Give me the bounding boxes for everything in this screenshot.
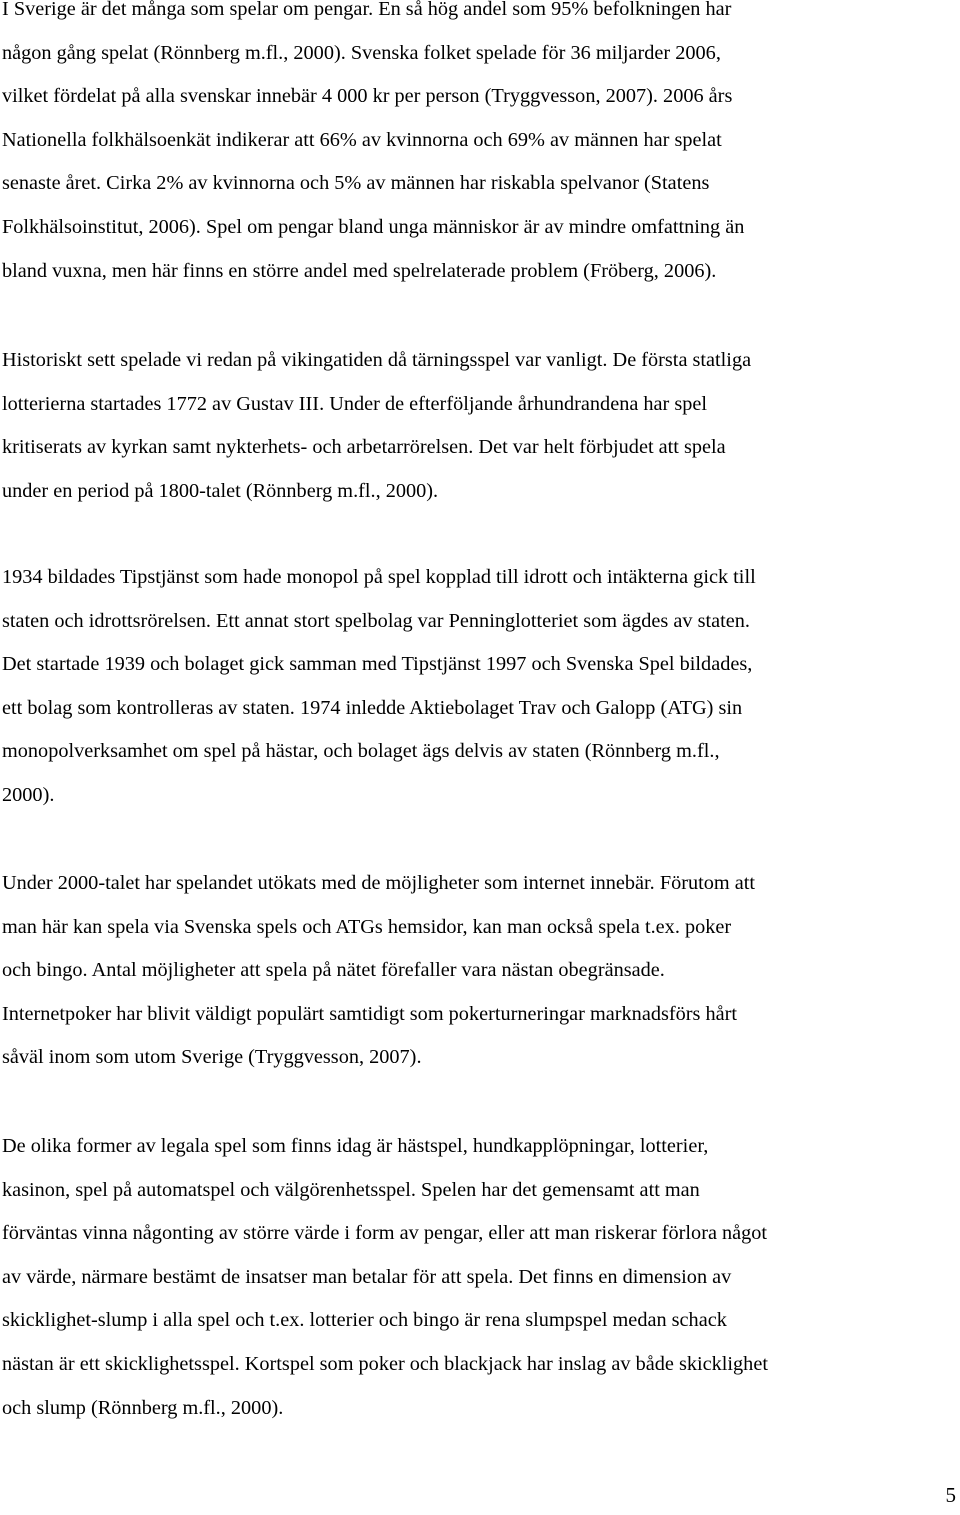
text-line: och slump (Rönnberg m.fl., 2000).	[2, 1396, 284, 1419]
text-line: Historiskt sett spelade vi redan på vikingatiden då tärningsspel var vanligt. De första statliga	[2, 349, 752, 371]
text-line: 2000).	[2, 783, 55, 806]
page-number: 5	[945, 1483, 956, 1507]
text-line: staten och idrottsrörelsen. Ett annat stort spelbolag var Penninglotteriet som ägdes av staten.	[2, 609, 750, 632]
text-line: under en period på 1800-talet (Rönnberg m.fl., 2000).	[2, 479, 439, 502]
text-line: Under 2000-talet har spelandet utökats med de möjligheter som internet innebär. Förutom att	[2, 872, 756, 894]
text-line: såväl inom som utom Sverige (Tryggvesson, 2007).	[2, 1046, 422, 1069]
text-line: vilket fördelat på alla svenskar innebär 4 000 kr per person (Tryggvesson, 2007). 2006 års	[2, 85, 733, 108]
text-line: Folkhälsoinstitut, 2006). Spel om pengar bland unga människor är av mindre omfattning än	[2, 215, 745, 238]
text-line: lotterierna startades 1772 av Gustav III. Under de efterföljande århundrandena har spel	[2, 392, 708, 415]
text-line: någon gång spelat (Rönnberg m.fl., 2000). Svenska folket spelade för 36 miljarder 2006,	[2, 41, 721, 64]
text-line: nästan är ett skicklighetsspel. Kortspel som poker och blackjack har inslag av både skicklighet	[2, 1352, 768, 1375]
text-line: kasinon, spel på automatspel och välgörenhetsspel. Spelen har det gemensamt att man	[2, 1178, 700, 1201]
paragraph-internet-gambling	[2, 862, 958, 1080]
text-line: kritiserats av kyrkan samt nykterhets- och arbetarrörelsen. Det var helt förbjudet att spela	[2, 436, 726, 459]
text-line: bland vuxna, men här finns en större andel med spelrelaterade problem (Fröberg, 2006).	[2, 259, 717, 282]
text-line: I Sverige är det många som spelar om pengar. En så hög andel som 95% befolkningen har	[2, 0, 732, 20]
text-line: Internetpoker har blivit väldigt populärt samtidigt som pokerturneringar marknadsförs hårt	[2, 1002, 737, 1025]
text-line: monopolverksamhet om spel på hästar, och bolaget ägs delvis av staten (Rönnberg m.fl.,	[2, 740, 720, 763]
text-line: 1934 bildades Tipstjänst som hade monopol på spel kopplad till idrott och intäkterna gick till	[2, 566, 756, 588]
text-line: av värde, närmare bestämt de insatser man betalar för att spela. Det finns en dimension av	[2, 1265, 732, 1288]
text-line: Det startade 1939 och bolaget gick samman med Tipstjänst 1997 och Svenska Spel bildades,	[2, 653, 753, 676]
paragraph-gambling-forms	[2, 1125, 958, 1430]
text-line: förväntas vinna någonting av större värde i form av pengar, eller att man riskerar förlora något	[2, 1222, 768, 1245]
text-line: man här kan spela via Svenska spels och ATGs hemsidor, kan man också spela t.ex. poker	[2, 915, 732, 938]
paragraph-state-monopoly	[2, 556, 958, 818]
paragraph-gambling-history	[2, 339, 958, 513]
text-line: Nationella folkhälsoenkät indikerar att 66% av kvinnorna och 69% av männen har spelat	[2, 128, 722, 151]
text-line: och bingo. Antal möjligheter att spela på nätet förefaller vara nästan obegränsade.	[2, 959, 665, 982]
text-line: ett bolag som kontrolleras av staten. 1974 inledde Aktiebolaget Trav och Galopp (ATG) sin	[2, 696, 743, 719]
text-line: De olika former av legala spel som finns idag är hästspel, hundkapplöpningar, lotterier,	[2, 1135, 709, 1157]
text-line: senaste året. Cirka 2% av kvinnorna och 5% av männen har riskabla spelvanor (Statens	[2, 172, 710, 195]
paragraph-gambling-prevalence	[2, 0, 958, 293]
text-line: skicklighet-slump i alla spel och t.ex. lotterier och bingo är rena slumpspel medan schack	[2, 1309, 727, 1332]
